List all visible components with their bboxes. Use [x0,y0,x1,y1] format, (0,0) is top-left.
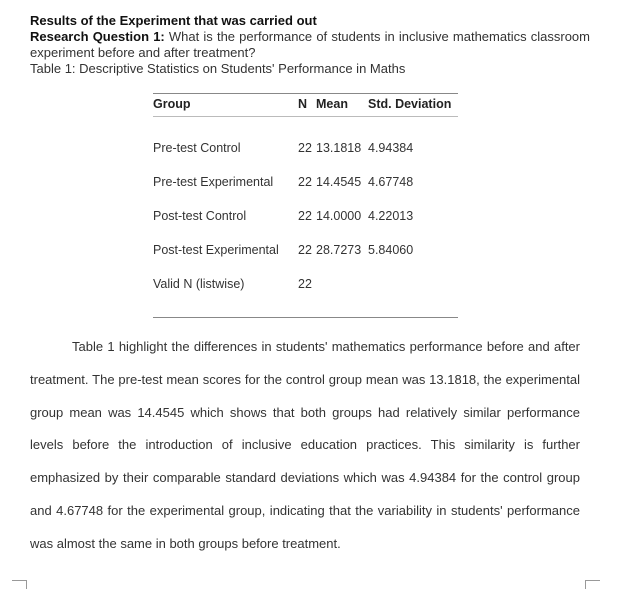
crop-mark-right [585,580,600,589]
table-row [153,139,458,173]
cell-n: 22 [298,243,312,257]
cell-mean: 13.1818 [316,141,362,155]
research-question-text: What is the performance of students in inclusive mathematics classroom experiment before and after treatment? [30,29,590,60]
cell-group: Post-test Experimental [153,243,279,257]
cell-group: Valid N (listwise) [153,277,245,291]
table-row [153,275,458,309]
descriptive-statistics-table [153,93,458,318]
header-std-deviation: Std. Deviation [368,97,452,111]
cell-std-deviation: 4.94384 [368,141,414,155]
cell-group: Pre-test Experimental [153,175,274,189]
heading-block [30,13,590,77]
table-caption: Table 1: Descriptive Statistics on Students' Performance in Maths [30,61,406,76]
header-n: N [298,97,308,111]
table-row [153,241,458,275]
table-row [153,173,458,207]
cell-n: 22 [298,175,312,189]
cell-mean: 28.7273 [316,243,362,257]
cell-n: 22 [298,141,312,155]
cell-group: Pre-test Control [153,141,241,155]
cell-mean: 14.4545 [316,175,362,189]
cell-std-deviation: 4.22013 [368,209,414,223]
cell-mean: 14.0000 [316,209,362,223]
cell-group: Post-test Control [153,209,247,223]
cell-n: 22 [298,277,312,291]
section-title: Results of the Experiment that was carried out [30,13,317,28]
cell-std-deviation: 4.67748 [368,175,414,189]
cell-std-deviation: 5.84060 [368,243,414,257]
header-mean: Mean [316,97,348,111]
header-group: Group [153,97,191,111]
research-question-label: Research Question 1: [30,29,165,44]
cell-n: 22 [298,209,312,223]
crop-mark-left [12,580,27,589]
research-question [30,29,590,61]
table-header-row [153,94,458,117]
results-paragraph: Table 1 highlight the differences in students' mathematics performance before and after treatment. The pre-test mean scores for the control group mean was 13.1818, the experimental group mean was 14.4545 which shows that both groups had relatively similar performance levels before the introduction of inclusive education practices. This similarity is further emphasized by their comparable standard deviations which was 4.94384 for the control group and 4.67748 for the experimental group, indicating that the variability in students' performance was almost the same in both groups before treatment. [30,339,580,551]
table-body [153,117,458,317]
table-row [153,207,458,241]
